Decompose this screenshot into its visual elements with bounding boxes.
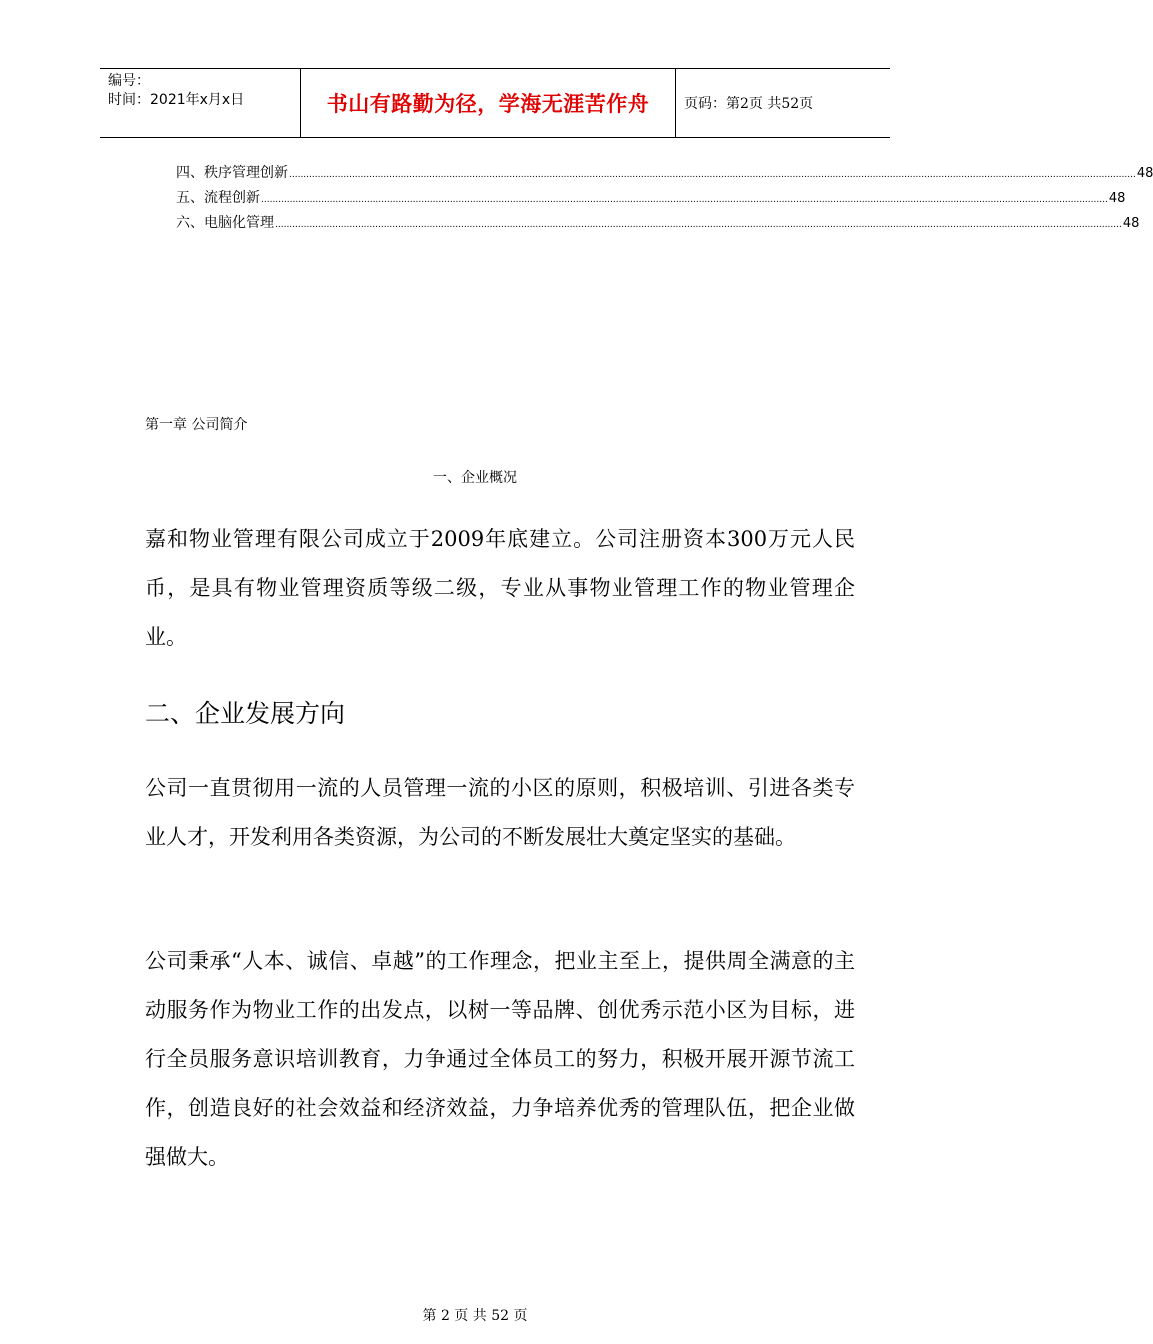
toc-leader-dots: ........................................................................................................................................................................................................................................................................................................ xyxy=(289,170,1136,180)
toc-entry-page: 48 xyxy=(1136,166,1153,181)
development-paragraph-1: 公司一直贯彻用一流的人员管理一流的小区的原则，积极培训、引进各类专业人才，开发利用各类资源，为公司的不断发展壮大奠定坚实的基础。 xyxy=(145,776,855,849)
toc-entry-label: 五、流程创新 xyxy=(176,190,260,206)
header-meta xyxy=(100,69,301,137)
section-title-overview: 一、企业概况 xyxy=(433,470,517,486)
toc-entry[interactable] xyxy=(176,162,1153,187)
header-motto: 书山有路勤为径，学海无涯苦作舟 xyxy=(326,92,650,116)
toc-entry-page: 48 xyxy=(1108,191,1126,206)
section-title-development: 二、企业发展方向 xyxy=(145,699,346,728)
page-footer: 第 2 页 共 52 页 xyxy=(422,1308,528,1324)
table-of-contents xyxy=(176,162,1153,237)
toc-entry-label: 六、电脑化管理 xyxy=(176,215,274,231)
toc-leader-dots: ........................................................................................................................................................................................................................................................................................................ xyxy=(275,220,1122,230)
toc-entry[interactable] xyxy=(176,212,1140,237)
number-label: 编号： xyxy=(108,73,150,89)
toc-leader-dots: ........................................................................................................................................................................................................................................................................................................ xyxy=(261,195,1108,205)
toc-entry-label: 四、秩序管理创新 xyxy=(176,165,288,181)
overview-paragraph: 嘉和物业管理有限公司成立于2009年底建立。公司注册资本300万元人民币，是具有物业管理资质等级二级，专业从事物业管理工作的物业管理企业。 xyxy=(145,527,855,649)
time-label: 时间：2021年x月x日 xyxy=(108,92,245,108)
header-page-info: 页码：第2页 共52页 xyxy=(684,96,814,112)
toc-entry-page: 48 xyxy=(1122,216,1140,231)
development-paragraph-2: 公司秉承“人本、诚信、卓越”的工作理念，把业主至上，提供周全满意的主动服务作为物业工作的出发点，以树一等品牌、创优秀示范小区为目标，进行全员服务意识培训教育，力争通过全体员工的努力，积极开展开源节流工作，创造良好的社会效益和经济效益，力争培养优秀的管理队伍，把企业做强做大。 xyxy=(145,949,855,1169)
toc-entry[interactable] xyxy=(176,187,1126,212)
page-header xyxy=(100,68,890,138)
header-page-cell xyxy=(676,69,890,137)
header-motto-cell xyxy=(301,69,676,137)
chapter-title: 第一章 公司简介 xyxy=(145,417,248,433)
